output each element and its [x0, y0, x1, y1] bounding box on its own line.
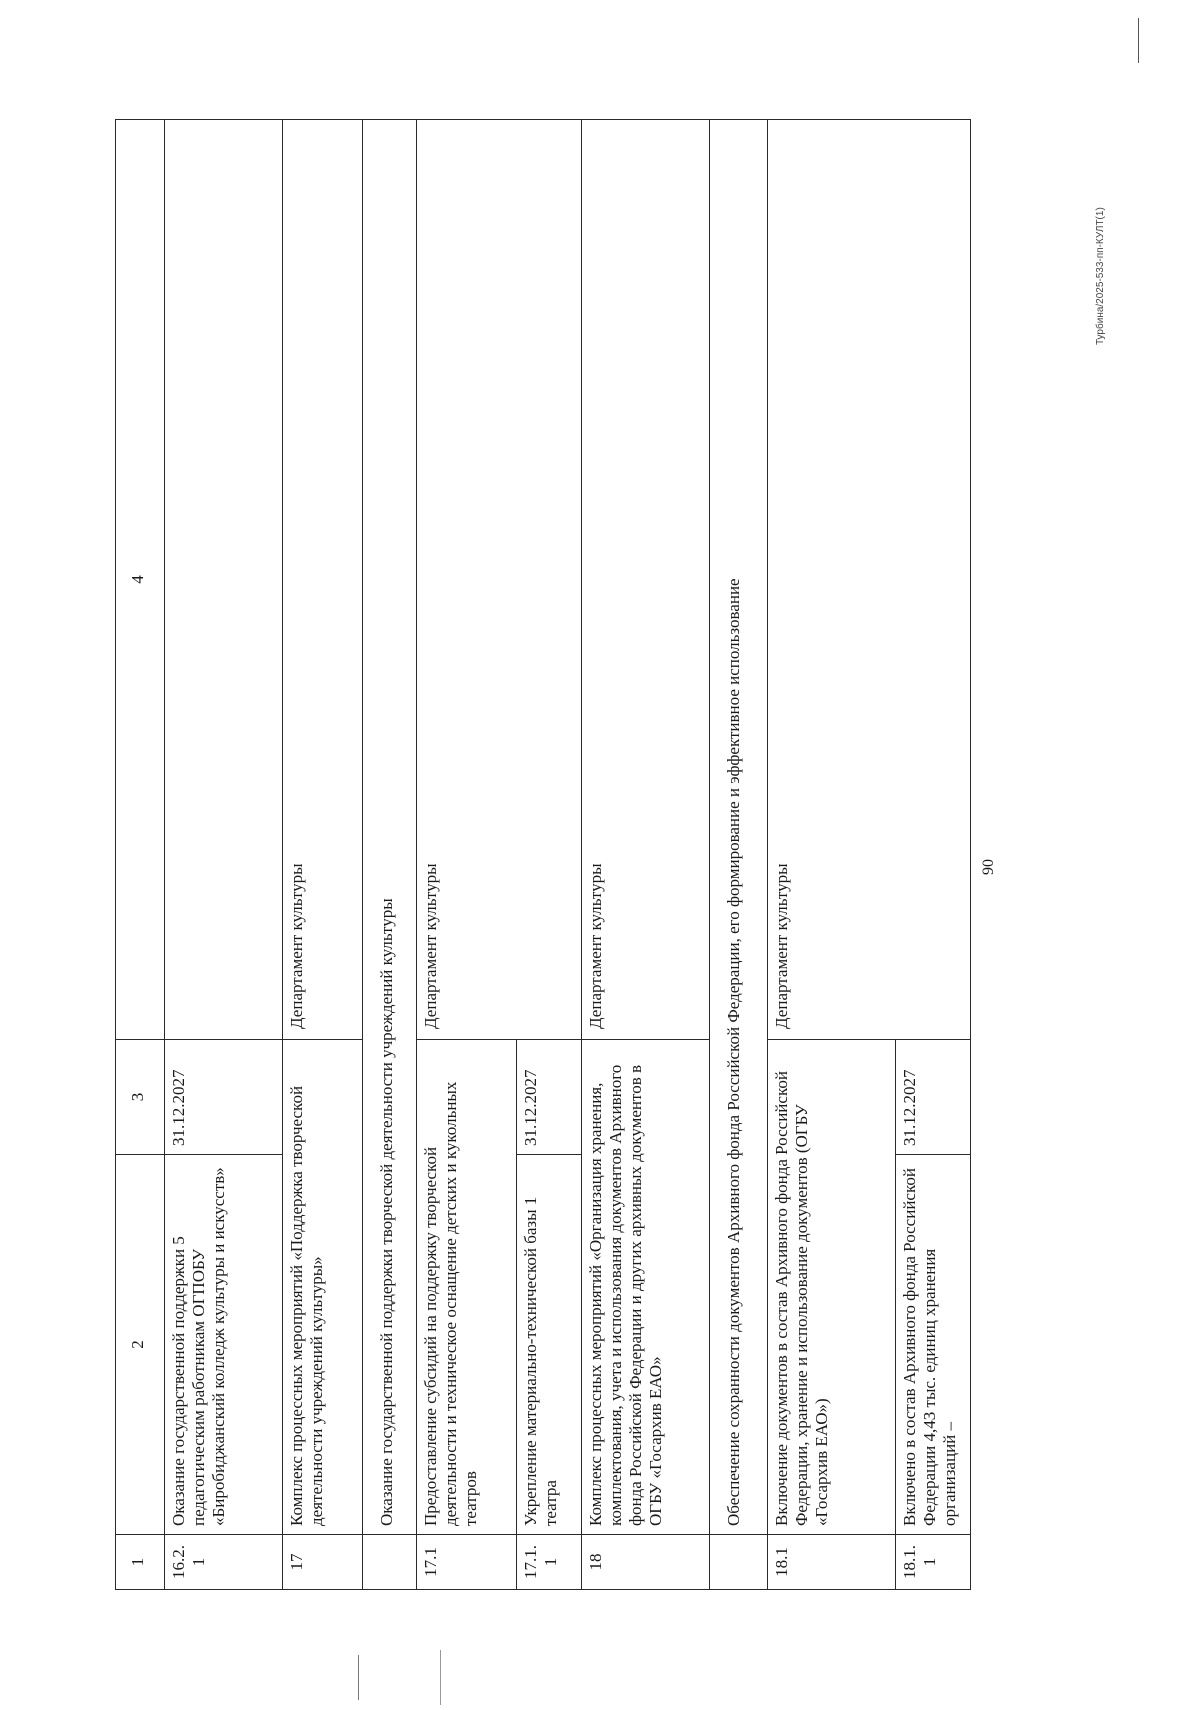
row-responsible	[165, 120, 283, 1040]
row-task: Оказание государственной поддержки 5 педагогическим работникам ОГПОБУ «Биробиджанский колледж культуры и искусств»	[165, 1155, 283, 1535]
row-responsible: Департамент культуры	[768, 120, 971, 1040]
row-number: 18.1.1	[896, 1535, 971, 1590]
plan-table	[115, 119, 971, 1590]
row-number: 17	[283, 1535, 363, 1590]
row-responsible: Департамент культуры	[417, 120, 582, 1040]
table-header-row	[116, 120, 165, 1590]
plan-table-frame	[115, 120, 1048, 1590]
scan-edge-line	[1138, 18, 1139, 63]
section-heading-row	[710, 120, 768, 1590]
row-task: Включено в состав Архивного фонда Российской Федерации 4,43 тыс. единиц хранения организаций –	[896, 1155, 971, 1535]
row-number: 18.1	[768, 1535, 896, 1590]
row-date: 31.12.2027	[517, 1040, 582, 1155]
row-number: 17.1.1	[517, 1535, 582, 1590]
row-number-empty	[710, 1535, 768, 1590]
scan-edge-line	[440, 1650, 441, 1705]
header-col-1: 1	[116, 1535, 165, 1590]
header-col-4: 4	[116, 120, 165, 1040]
row-responsible: Департамент культуры	[582, 120, 710, 1040]
section-heading: Оказание государственной поддержки творческой деятельности учреждений культуры	[363, 120, 417, 1535]
row-task: Комплекс процессных мероприятий «Организация хранения, комплектования, учета и использования документов Архивного фонда Российской Федерации и других архивных документов в ОГБУ «Госархив ЕАО»	[582, 1040, 710, 1535]
section-heading: Обеспечение сохранности документов Архивного фонда Российской Федерации, его формирование и эффективное использование	[710, 120, 768, 1535]
row-date: 31.12.2027	[165, 1040, 283, 1155]
table-row	[283, 120, 363, 1590]
header-col-2: 2	[116, 1155, 165, 1535]
table-row	[768, 120, 896, 1590]
row-number: 16.2.1	[165, 1535, 283, 1590]
row-number-empty	[363, 1535, 417, 1590]
table-row	[582, 120, 710, 1590]
row-task: Укрепление материально-технической базы 1 театра	[517, 1155, 582, 1535]
header-col-3: 3	[116, 1040, 165, 1155]
table-row	[417, 120, 517, 1590]
row-number: 18	[582, 1535, 710, 1590]
row-task: Предоставление субсидий на поддержку творческой деятельности и техническое оснащение детских и кукольных театров	[417, 1040, 517, 1535]
scan-edge-line	[358, 1655, 359, 1700]
row-task: Комплекс процессных мероприятий «Поддержка творческой деятельности учреждений культуры»	[283, 1040, 363, 1535]
row-responsible: Департамент культуры	[283, 120, 363, 1040]
row-date: 31.12.2027	[896, 1040, 971, 1155]
table-row	[165, 120, 283, 1590]
section-heading-row	[363, 120, 417, 1590]
document-footer-code: Турбина/2025-533-пп-КУЛТ(1)	[1095, 207, 1106, 345]
row-task: Включение документов в состав Архивного фонда Российской Федерации, хранение и использование документов (ОГБУ «Госархив ЕАО»)	[768, 1040, 896, 1535]
row-number: 17.1	[417, 1535, 517, 1590]
page-number: 90	[980, 859, 997, 875]
